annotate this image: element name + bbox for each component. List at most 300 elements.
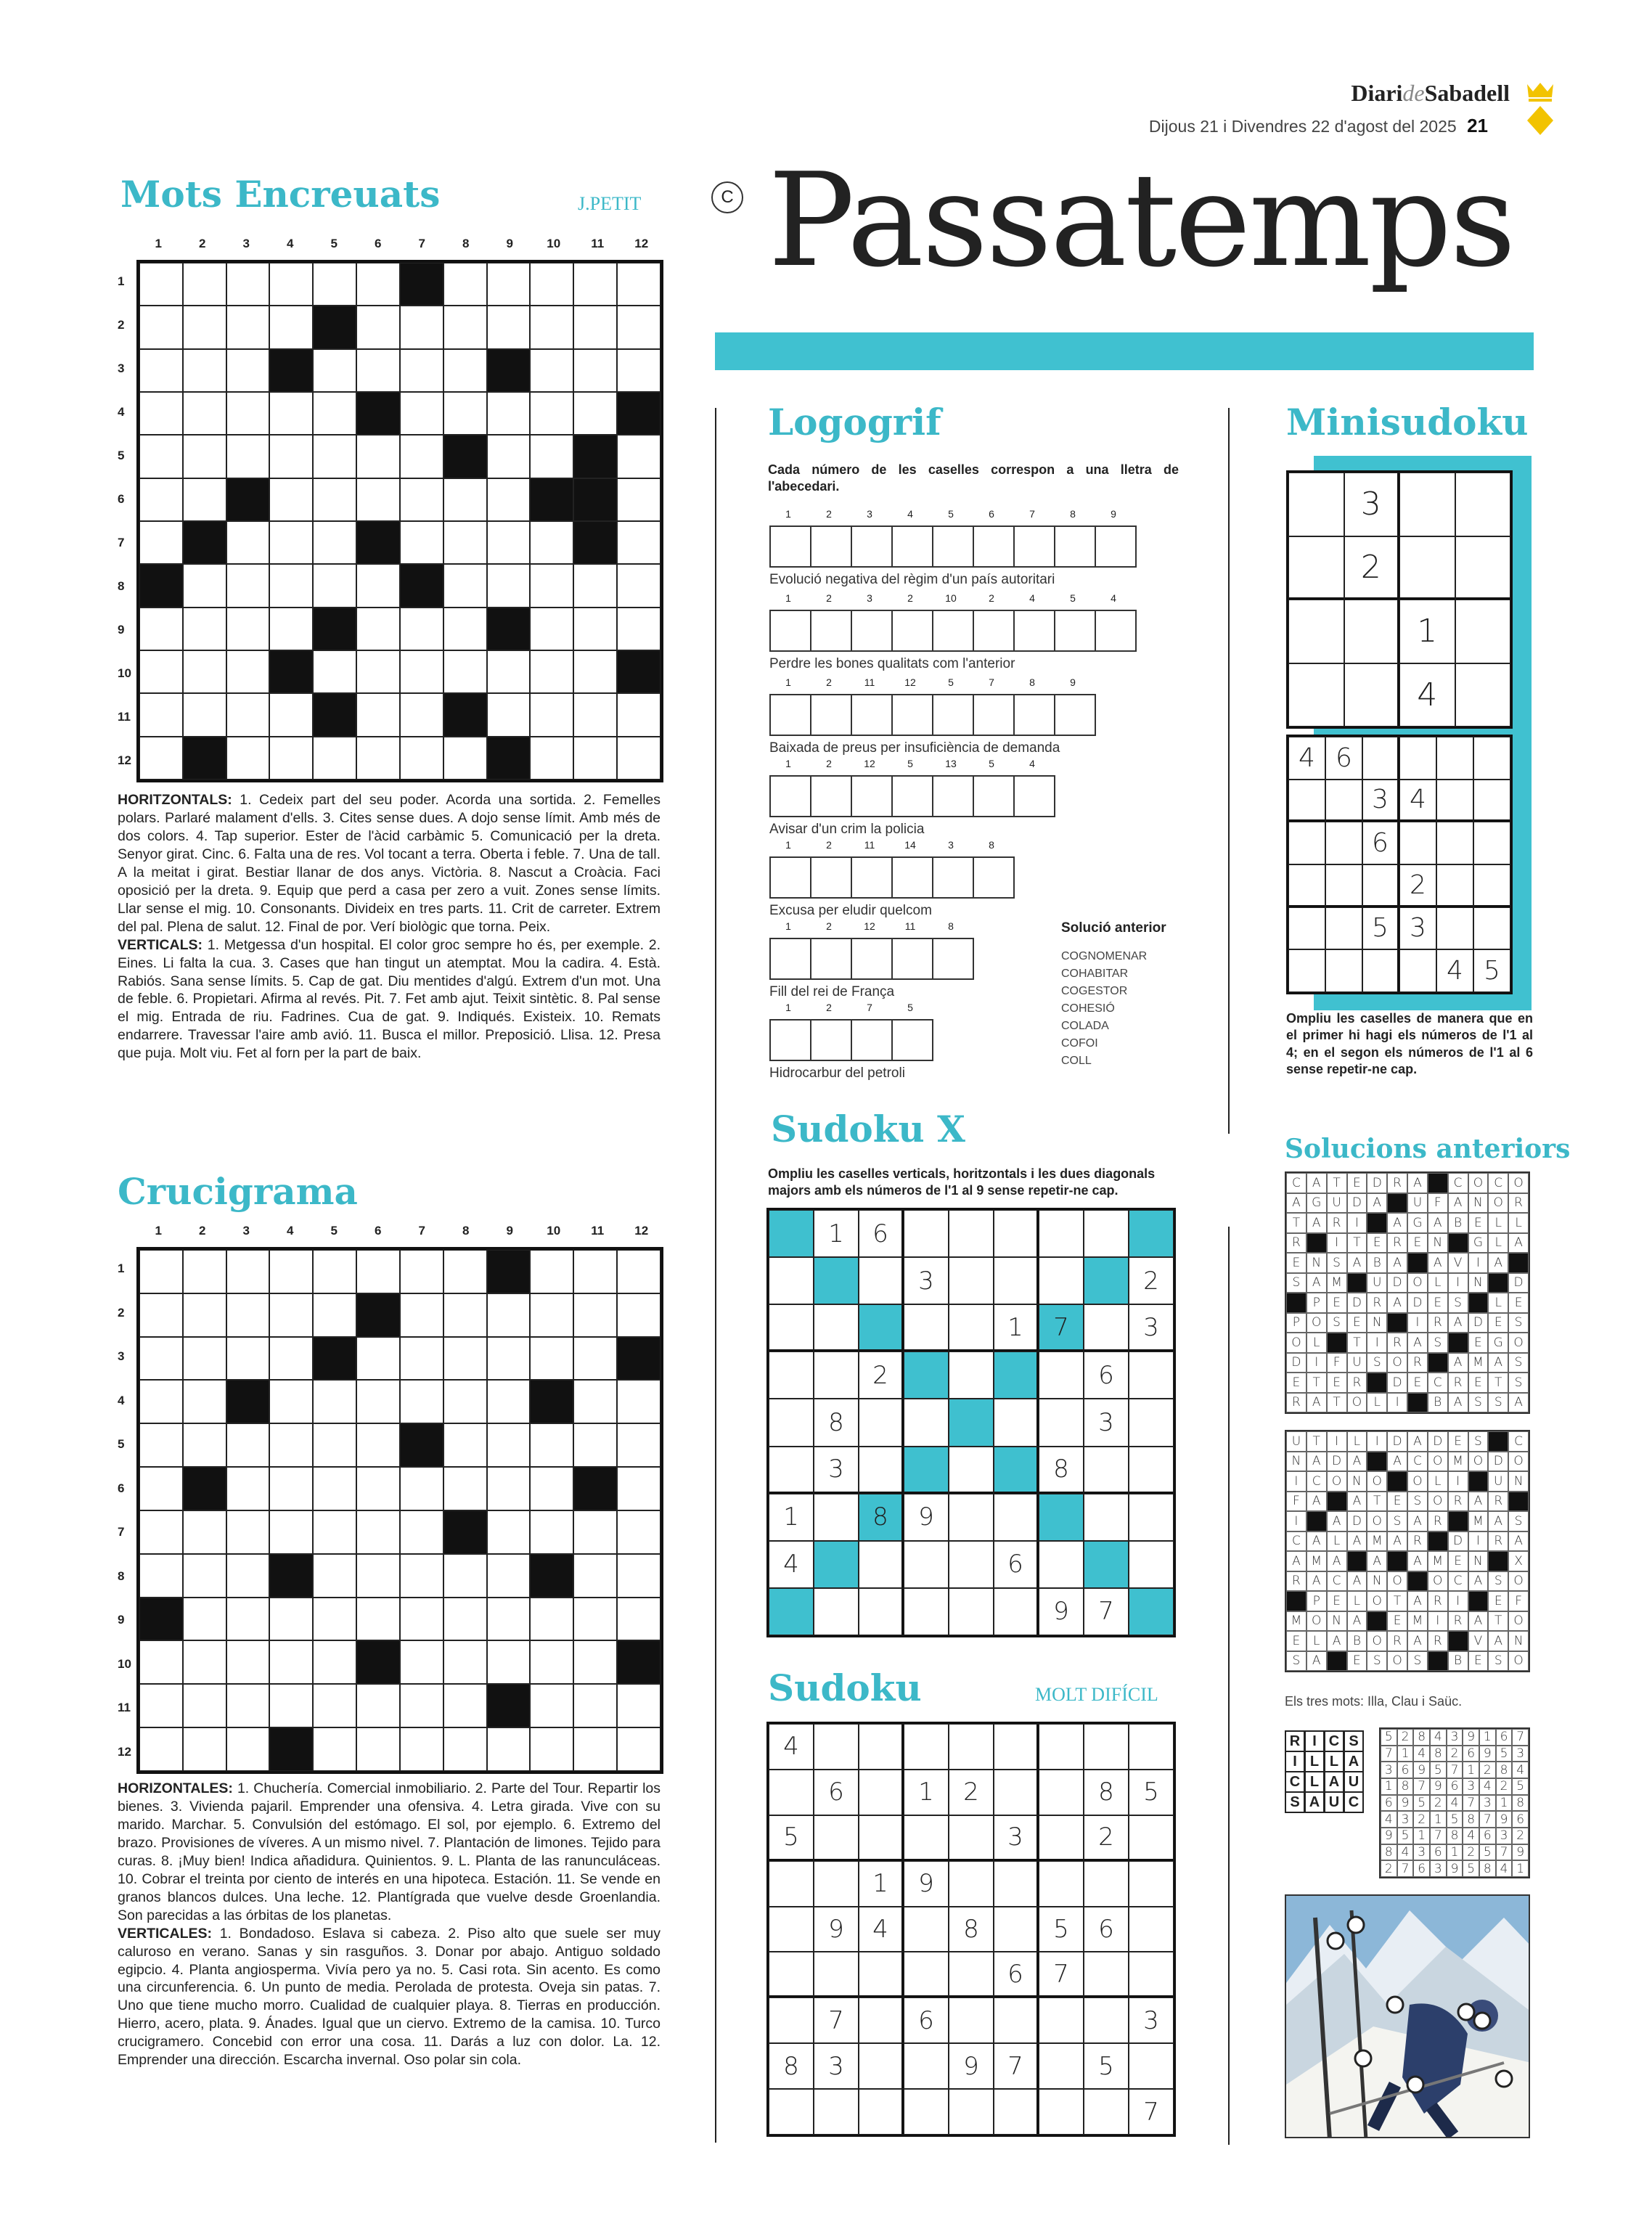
- sudoku-cell[interactable]: [1436, 822, 1473, 864]
- sudoku-cell[interactable]: [904, 1588, 949, 1635]
- sudoku-cell[interactable]: [1084, 1257, 1129, 1304]
- crossword-cell[interactable]: [400, 1467, 443, 1510]
- crossword-cell[interactable]: [269, 263, 313, 306]
- letter-box[interactable]: [851, 1019, 893, 1061]
- crossword-cell[interactable]: [139, 392, 183, 435]
- letter-box[interactable]: [769, 610, 811, 652]
- sudoku-cell[interactable]: [1399, 737, 1436, 780]
- crossword-cell[interactable]: [530, 521, 573, 564]
- crossword-cell[interactable]: [356, 1423, 400, 1467]
- crossword-cell[interactable]: [139, 650, 183, 693]
- sudoku-cell[interactable]: [1473, 737, 1510, 780]
- sudoku-cell[interactable]: [859, 1447, 904, 1494]
- sudoku-cell[interactable]: [1084, 1494, 1129, 1541]
- sudoku-cell[interactable]: [1039, 1399, 1084, 1446]
- sudoku-cell[interactable]: 6: [814, 1770, 859, 1815]
- sudoku-cell[interactable]: [859, 1399, 904, 1446]
- crossword-cell[interactable]: [573, 1684, 617, 1727]
- sudoku-cell[interactable]: [1288, 536, 1344, 600]
- crossword-cell[interactable]: [443, 1467, 487, 1510]
- logogrif-answer-row[interactable]: [769, 1019, 932, 1061]
- crossword-cell[interactable]: [443, 564, 487, 607]
- sudoku-cell[interactable]: [769, 1257, 814, 1304]
- crossword-cell[interactable]: [487, 650, 531, 693]
- crossword-cell[interactable]: [226, 1337, 270, 1381]
- crossword-cell[interactable]: [313, 650, 356, 693]
- letter-box[interactable]: [973, 775, 1015, 817]
- crossword-cell[interactable]: [443, 392, 487, 435]
- crossword-cell[interactable]: [443, 349, 487, 392]
- crossword-cell[interactable]: [487, 1598, 531, 1641]
- sudoku-cell[interactable]: 5: [769, 1815, 814, 1861]
- letter-box[interactable]: [1054, 694, 1096, 736]
- crossword-cell[interactable]: [530, 650, 573, 693]
- letter-box[interactable]: [851, 856, 893, 899]
- letter-box[interactable]: [932, 525, 974, 568]
- crossword-cell[interactable]: [139, 1380, 183, 1423]
- sudoku-cell[interactable]: [859, 1997, 904, 2043]
- sudoku-cell[interactable]: [1288, 600, 1344, 663]
- sudoku-cell[interactable]: 9: [1039, 1588, 1084, 1635]
- sudoku-cell[interactable]: 8: [949, 1907, 994, 1952]
- sudoku-cell[interactable]: [814, 1304, 859, 1351]
- crossword-cell[interactable]: [183, 1293, 226, 1337]
- crossword-cell[interactable]: [443, 1640, 487, 1684]
- sudoku-cell[interactable]: 1: [1399, 600, 1455, 663]
- crossword-cell[interactable]: [139, 478, 183, 521]
- crossword-cell[interactable]: [617, 1727, 661, 1771]
- sudoku-cell[interactable]: [769, 1770, 814, 1815]
- crossword-cell[interactable]: [400, 1727, 443, 1771]
- sudoku-cell[interactable]: [1473, 864, 1510, 907]
- crossword-cell[interactable]: [183, 263, 226, 306]
- sudoku-cell[interactable]: [949, 1588, 994, 1635]
- crossword-cell[interactable]: [313, 1554, 356, 1598]
- sudoku-cell[interactable]: [994, 1494, 1039, 1541]
- crossword-cell[interactable]: [443, 1250, 487, 1293]
- crossword-cell[interactable]: [400, 392, 443, 435]
- crossword-cell[interactable]: [356, 1380, 400, 1423]
- crossword-cell[interactable]: [269, 564, 313, 607]
- crossword-cell[interactable]: [573, 306, 617, 348]
- crossword-cell[interactable]: [183, 693, 226, 736]
- sudoku-cell[interactable]: [1039, 1724, 1084, 1770]
- crossword-cell[interactable]: [487, 1380, 531, 1423]
- crossword-cell[interactable]: [356, 1467, 400, 1510]
- crossword-cell[interactable]: [530, 1727, 573, 1771]
- crossword-cell[interactable]: [573, 564, 617, 607]
- sudoku-cell[interactable]: [1129, 1541, 1174, 1588]
- crossword-cell[interactable]: [269, 1467, 313, 1510]
- sudoku-cell[interactable]: [994, 1210, 1039, 1257]
- sudoku-cell[interactable]: [994, 1861, 1039, 1907]
- letter-box[interactable]: [932, 694, 974, 736]
- crossword-cell[interactable]: [226, 1293, 270, 1337]
- sudoku-cell[interactable]: [769, 1304, 814, 1351]
- letter-box[interactable]: [891, 610, 933, 652]
- sudoku-cell[interactable]: [1399, 822, 1436, 864]
- crossword-cell[interactable]: [139, 1727, 183, 1771]
- crossword-cell[interactable]: [487, 1337, 531, 1381]
- crossword-cell[interactable]: [400, 1380, 443, 1423]
- crossword-cell[interactable]: [269, 1598, 313, 1641]
- sudoku-cell[interactable]: 8: [1084, 1770, 1129, 1815]
- sudoku-cell[interactable]: [949, 1399, 994, 1446]
- sudoku-cell[interactable]: [1039, 1541, 1084, 1588]
- crossword-cell[interactable]: [226, 1598, 270, 1641]
- sudoku-cell[interactable]: [859, 1257, 904, 1304]
- sudoku-cell[interactable]: [1473, 780, 1510, 822]
- crossword-cell[interactable]: [226, 608, 270, 650]
- crossword-cell[interactable]: [400, 306, 443, 348]
- letter-box[interactable]: [891, 938, 933, 980]
- sudoku-cell[interactable]: 7: [814, 1997, 859, 2043]
- crossword-cell[interactable]: [443, 608, 487, 650]
- sudoku-cell[interactable]: [1129, 1907, 1174, 1952]
- crossword-cell[interactable]: [443, 306, 487, 348]
- crossword-cell[interactable]: [530, 1250, 573, 1293]
- crossword-cell[interactable]: [487, 478, 531, 521]
- sudoku-cell[interactable]: [1288, 780, 1325, 822]
- crossword-cell[interactable]: [139, 349, 183, 392]
- sudoku-cell[interactable]: [904, 1399, 949, 1446]
- sudoku-cell[interactable]: [1399, 536, 1455, 600]
- crossword-cell[interactable]: [269, 1250, 313, 1293]
- crossword-cell[interactable]: [139, 1510, 183, 1554]
- sudoku-cell[interactable]: [769, 1997, 814, 2043]
- sudoku-cell[interactable]: [904, 1907, 949, 1952]
- sudoku-cell[interactable]: 4: [1288, 737, 1325, 780]
- sudoku-cell[interactable]: [814, 1724, 859, 1770]
- crossword-cell[interactable]: [443, 263, 487, 306]
- crossword-cell[interactable]: [443, 737, 487, 780]
- letter-box[interactable]: [932, 938, 974, 980]
- sudoku-cell[interactable]: [814, 1588, 859, 1635]
- sudoku-cell[interactable]: 6: [1084, 1351, 1129, 1399]
- sudoku-cell[interactable]: [1399, 473, 1455, 536]
- crossword-cell[interactable]: [313, 1467, 356, 1510]
- crossword-cell[interactable]: [400, 693, 443, 736]
- sudoku-cell[interactable]: [769, 1907, 814, 1952]
- crossword-cell[interactable]: [269, 1684, 313, 1727]
- crossword-cell[interactable]: [487, 1423, 531, 1467]
- sudoku-cell[interactable]: 2: [949, 1770, 994, 1815]
- sudoku-cell[interactable]: [1325, 949, 1362, 992]
- crossword-cell[interactable]: [400, 1293, 443, 1337]
- crossword-cell[interactable]: [617, 1467, 661, 1510]
- sudoku-cell[interactable]: 1: [859, 1861, 904, 1907]
- letter-box[interactable]: [769, 775, 811, 817]
- crossword-cell[interactable]: [356, 1727, 400, 1771]
- crossword-cell[interactable]: [400, 1554, 443, 1598]
- sudoku-cell[interactable]: [1039, 1210, 1084, 1257]
- letter-box[interactable]: [851, 610, 893, 652]
- sudoku-cell[interactable]: [1344, 600, 1400, 663]
- letter-box[interactable]: [810, 856, 852, 899]
- crossword-cell[interactable]: [573, 608, 617, 650]
- crossword-cell[interactable]: [183, 1337, 226, 1381]
- letter-box[interactable]: [810, 1019, 852, 1061]
- crossword-cell[interactable]: [356, 693, 400, 736]
- crossword-cell[interactable]: [269, 1640, 313, 1684]
- letter-box[interactable]: [1013, 775, 1055, 817]
- sudoku-cell[interactable]: 3: [1129, 1997, 1174, 2043]
- sudoku-cell[interactable]: [1084, 1447, 1129, 1494]
- sudoku-cell[interactable]: 3: [1362, 780, 1399, 822]
- sudoku-cell[interactable]: [949, 1541, 994, 1588]
- crossword-cell[interactable]: [269, 1337, 313, 1381]
- sudoku-cell[interactable]: [814, 1815, 859, 1861]
- crossword-cell[interactable]: [313, 1423, 356, 1467]
- letter-box[interactable]: [810, 525, 852, 568]
- sudoku-cell[interactable]: [814, 1952, 859, 1997]
- sudoku-cell[interactable]: 3: [1344, 473, 1400, 536]
- sudoku-cell[interactable]: [994, 1724, 1039, 1770]
- sudoku-cell[interactable]: [1039, 1861, 1084, 1907]
- crossword-cell[interactable]: [183, 1250, 226, 1293]
- crossword-cell[interactable]: [139, 1423, 183, 1467]
- crossword-cell[interactable]: [573, 1293, 617, 1337]
- crossword-cell[interactable]: [573, 1380, 617, 1423]
- sudoku-cell[interactable]: [1084, 1724, 1129, 1770]
- crossword-cell[interactable]: [139, 1684, 183, 1727]
- letter-box[interactable]: [769, 694, 811, 736]
- sudoku-cell[interactable]: 2: [1129, 1257, 1174, 1304]
- crossword-cell[interactable]: [530, 608, 573, 650]
- sudoku-cell[interactable]: 5: [1039, 1907, 1084, 1952]
- sudoku-cell[interactable]: [1129, 1815, 1174, 1861]
- sudoku-cell[interactable]: [1129, 1447, 1174, 1494]
- crossword-cell[interactable]: [183, 650, 226, 693]
- crossword-cell[interactable]: [617, 737, 661, 780]
- sudoku-cell[interactable]: [1362, 737, 1399, 780]
- crossword-cell[interactable]: [530, 1293, 573, 1337]
- sudoku-cell[interactable]: 8: [769, 2043, 814, 2089]
- sudoku-cell[interactable]: 9: [904, 1861, 949, 1907]
- letter-box[interactable]: [973, 610, 1015, 652]
- crossword-cell[interactable]: [530, 1640, 573, 1684]
- sudoku-cell[interactable]: [1362, 949, 1399, 992]
- crossword-cell[interactable]: [183, 478, 226, 521]
- sudoku-cell[interactable]: [904, 1447, 949, 1494]
- sudoku-cell[interactable]: [904, 1815, 949, 1861]
- sudoku-cell[interactable]: 3: [994, 1815, 1039, 1861]
- crossword-cell[interactable]: [617, 263, 661, 306]
- sudoku-cell[interactable]: [1129, 2043, 1174, 2089]
- letter-box[interactable]: [851, 525, 893, 568]
- sudoku-cell[interactable]: 6: [1084, 1907, 1129, 1952]
- sudoku-cell[interactable]: 9: [904, 1494, 949, 1541]
- sudoku-cell[interactable]: [769, 1447, 814, 1494]
- sudoku-cell[interactable]: [1129, 1724, 1174, 1770]
- sudoku-cell[interactable]: [859, 1770, 904, 1815]
- crossword-cell[interactable]: [183, 608, 226, 650]
- sudoku-cell[interactable]: 8: [814, 1399, 859, 1446]
- crossword-cell[interactable]: [183, 1510, 226, 1554]
- sudoku-cell[interactable]: [949, 1861, 994, 1907]
- sudoku-cell[interactable]: [814, 1861, 859, 1907]
- sudoku-cell[interactable]: [1129, 1399, 1174, 1446]
- crossword-cell[interactable]: [530, 1467, 573, 1510]
- crossword-cell[interactable]: [487, 1554, 531, 1598]
- crossword-cell[interactable]: [530, 263, 573, 306]
- logogrif-answer-row[interactable]: [769, 775, 1054, 817]
- sudoku-cell[interactable]: [994, 1770, 1039, 1815]
- sudoku-cell[interactable]: 4: [769, 1724, 814, 1770]
- crossword-cell[interactable]: [139, 435, 183, 478]
- crossword-cell[interactable]: [139, 737, 183, 780]
- sudoku-cell[interactable]: [1039, 2043, 1084, 2089]
- crossword-cell[interactable]: [183, 1423, 226, 1467]
- crossword-cell[interactable]: [400, 478, 443, 521]
- sudoku-cell[interactable]: 4: [1436, 949, 1473, 992]
- crossword-cell[interactable]: [617, 1293, 661, 1337]
- crossword-cell[interactable]: [226, 1727, 270, 1771]
- crossword-cell[interactable]: [443, 521, 487, 564]
- sudoku-cell[interactable]: [1039, 1351, 1084, 1399]
- sudoku-cell[interactable]: 7: [1129, 2089, 1174, 2135]
- sudoku-cell[interactable]: [949, 1494, 994, 1541]
- crossword-cell[interactable]: [487, 435, 531, 478]
- sudoku-cell[interactable]: [859, 1304, 904, 1351]
- sudoku-cell[interactable]: [859, 1588, 904, 1635]
- crossword-cell[interactable]: [139, 306, 183, 348]
- crossword-cell[interactable]: [400, 435, 443, 478]
- sudoku-cell[interactable]: 9: [814, 1907, 859, 1952]
- sudoku-cell[interactable]: [904, 1304, 949, 1351]
- crossword-cell[interactable]: [400, 1598, 443, 1641]
- sudoku-cell[interactable]: [949, 1997, 994, 2043]
- crossword-cell[interactable]: [226, 521, 270, 564]
- crossword-cell[interactable]: [226, 392, 270, 435]
- crossword-cell[interactable]: [400, 1250, 443, 1293]
- crossword-cell[interactable]: [443, 478, 487, 521]
- sudoku-cell[interactable]: 3: [814, 1447, 859, 1494]
- crossword-cell[interactable]: [487, 564, 531, 607]
- sudoku-cell[interactable]: [1344, 663, 1400, 727]
- crossword-cell[interactable]: [226, 1684, 270, 1727]
- crossword-cell[interactable]: [313, 263, 356, 306]
- crossword-cell[interactable]: [226, 263, 270, 306]
- crossword-cell[interactable]: [617, 1554, 661, 1598]
- sudoku-cell[interactable]: 6: [859, 1210, 904, 1257]
- crossword-cell[interactable]: [356, 1554, 400, 1598]
- crossword-cell[interactable]: [530, 1684, 573, 1727]
- crossword-cell[interactable]: [617, 1510, 661, 1554]
- sudoku-cell[interactable]: 2: [1399, 864, 1436, 907]
- crossword-cell[interactable]: [573, 1598, 617, 1641]
- sudoku-cell[interactable]: [1288, 907, 1325, 950]
- sudoku-cell[interactable]: [904, 2089, 949, 2135]
- crossword-cell[interactable]: [226, 1510, 270, 1554]
- sudoku-cell[interactable]: 3: [1129, 1304, 1174, 1351]
- crossword-cell[interactable]: [573, 392, 617, 435]
- sudoku-cell[interactable]: [904, 1724, 949, 1770]
- letter-box[interactable]: [769, 856, 811, 899]
- sudoku-cell[interactable]: [1129, 1494, 1174, 1541]
- letter-box[interactable]: [851, 694, 893, 736]
- crossword-cell[interactable]: [139, 1554, 183, 1598]
- sudoku-cell[interactable]: [769, 2089, 814, 2135]
- letter-box[interactable]: [1095, 610, 1137, 652]
- sudoku-cell[interactable]: [949, 1304, 994, 1351]
- sudoku-cell[interactable]: 1: [904, 1770, 949, 1815]
- sudoku-cell[interactable]: [949, 1724, 994, 1770]
- crossword-cell[interactable]: [617, 1598, 661, 1641]
- letter-box[interactable]: [932, 856, 974, 899]
- crossword-cell[interactable]: [183, 1640, 226, 1684]
- crossword-cell[interactable]: [313, 1727, 356, 1771]
- letter-box[interactable]: [891, 1019, 933, 1061]
- sudoku-cell[interactable]: [1039, 1257, 1084, 1304]
- letter-box[interactable]: [1013, 694, 1055, 736]
- crossword-cell[interactable]: [573, 1640, 617, 1684]
- sudoku-cell[interactable]: [1288, 663, 1344, 727]
- crossword-cell[interactable]: [617, 1423, 661, 1467]
- crossword-cell[interactable]: [573, 1423, 617, 1467]
- sudoku-cell[interactable]: 3: [904, 1257, 949, 1304]
- letter-box[interactable]: [891, 856, 933, 899]
- crossword-cell[interactable]: [139, 693, 183, 736]
- sudoku-cell[interactable]: [859, 2043, 904, 2089]
- minisudoku-grid-4[interactable]: [1286, 470, 1513, 729]
- crossword-cell[interactable]: [313, 1250, 356, 1293]
- crossword-cell[interactable]: [617, 1380, 661, 1423]
- crossword-cell[interactable]: [617, 693, 661, 736]
- sudoku-cell[interactable]: [949, 1447, 994, 1494]
- crossword-cell[interactable]: [269, 737, 313, 780]
- crossword-cell[interactable]: [269, 306, 313, 348]
- minisudoku-grid-6[interactable]: [1286, 735, 1513, 994]
- crossword-cell[interactable]: [530, 306, 573, 348]
- sudoku-cell[interactable]: [949, 2089, 994, 2135]
- sudoku-cell[interactable]: [1084, 1541, 1129, 1588]
- crossword-cell[interactable]: [226, 564, 270, 607]
- crossword-cell[interactable]: [400, 521, 443, 564]
- sudoku-cell[interactable]: 3: [1084, 1399, 1129, 1446]
- letter-box[interactable]: [810, 694, 852, 736]
- sudoku-cell[interactable]: 1: [814, 1210, 859, 1257]
- crossword-cell[interactable]: [226, 435, 270, 478]
- crossword-cell[interactable]: [269, 478, 313, 521]
- crossword-cell[interactable]: [487, 1727, 531, 1771]
- sudoku-cell[interactable]: [1039, 1494, 1084, 1541]
- crossword-cell[interactable]: [530, 1510, 573, 1554]
- crossword-cell[interactable]: [400, 737, 443, 780]
- sudoku-cell[interactable]: 1: [994, 1304, 1039, 1351]
- crossword-cell[interactable]: [226, 737, 270, 780]
- crossword-cell[interactable]: [139, 521, 183, 564]
- crossword-cell[interactable]: [183, 1684, 226, 1727]
- sudoku-cell[interactable]: 4: [769, 1541, 814, 1588]
- sudoku-cell[interactable]: [1455, 600, 1511, 663]
- crossword-cell[interactable]: [400, 1337, 443, 1381]
- crossword-cell[interactable]: [356, 263, 400, 306]
- sudoku-cell[interactable]: [1039, 1997, 1084, 2043]
- crossword-cell[interactable]: [356, 1250, 400, 1293]
- crossword-cell[interactable]: [443, 650, 487, 693]
- sudoku-grid[interactable]: [766, 1722, 1176, 2137]
- sudoku-cell[interactable]: [859, 1541, 904, 1588]
- crossword-cell[interactable]: [269, 1380, 313, 1423]
- crossword-cell[interactable]: [443, 1380, 487, 1423]
- crossword-cell[interactable]: [573, 650, 617, 693]
- crossword-cell[interactable]: [573, 263, 617, 306]
- crossword-cell[interactable]: [443, 1423, 487, 1467]
- sudoku-cell[interactable]: [814, 2089, 859, 2135]
- sudoku-cell[interactable]: [859, 1724, 904, 1770]
- sudoku-cell[interactable]: [859, 1815, 904, 1861]
